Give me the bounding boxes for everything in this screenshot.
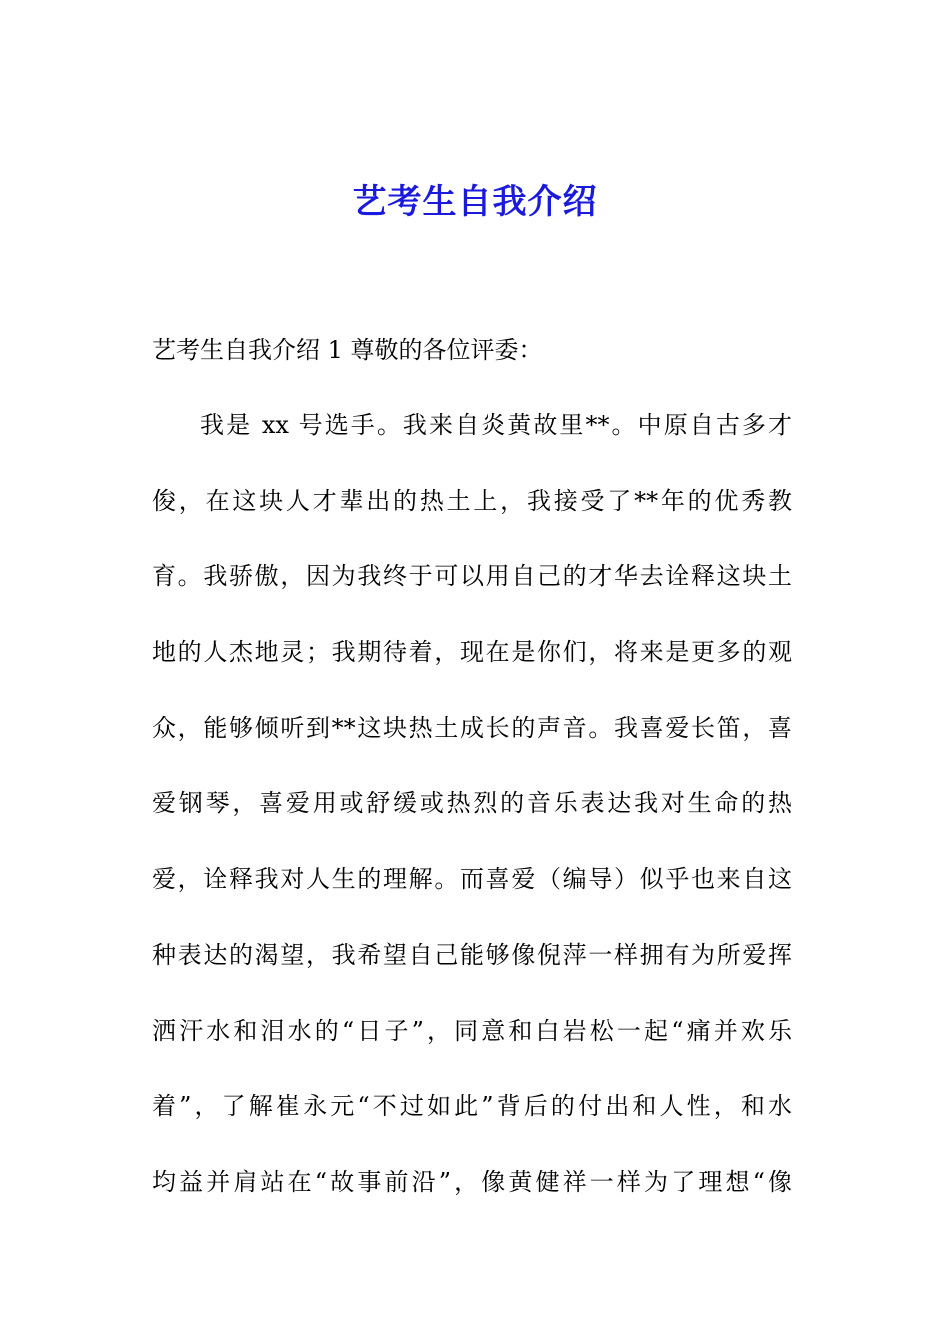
body-line: 着”，了解崔永元“不过如此”背后的付出和人性，和水 [152, 1092, 792, 1121]
body-paragraph [152, 405, 792, 1238]
body-line: 洒汗水和泪水的“日子”，同意和白岩松一起“痛并欢乐 [152, 1016, 792, 1045]
body-line: 地的人杰地灵；我期待着，现在是你们，将来是更多的观 [152, 638, 792, 667]
body-line: 我是 xx 号选手。我来自炎黄故里**。中原自古多才 [200, 411, 792, 439]
body-line: 种表达的渴望，我希望自己能够像倪萍一样拥有为所爱挥 [152, 940, 792, 969]
body-line: 俊，在这块人才辈出的热土上，我接受了**年的优秀教 [152, 486, 792, 515]
body-line: 众，能够倾听到**这块热土成长的声音。我喜爱长笛，喜 [152, 713, 792, 742]
body-line: 育。我骄傲，因为我终于可以用自己的才华去诠释这块土 [152, 562, 792, 591]
intro-heading-line: 艺考生自我介绍 1 尊敬的各位评委： [152, 336, 543, 364]
body-line: 爱钢琴，喜爱用或舒缓或热烈的音乐表达我对生命的热 [152, 789, 792, 818]
body-line: 均益并肩站在“故事前沿”，像黄健祥一样为了理想“像 [152, 1167, 792, 1196]
document-title: 艺考生自我介绍 [352, 182, 598, 222]
body-line: 爱，诠释我对人生的理解。而喜爱（编导）似乎也来自这 [152, 865, 792, 894]
